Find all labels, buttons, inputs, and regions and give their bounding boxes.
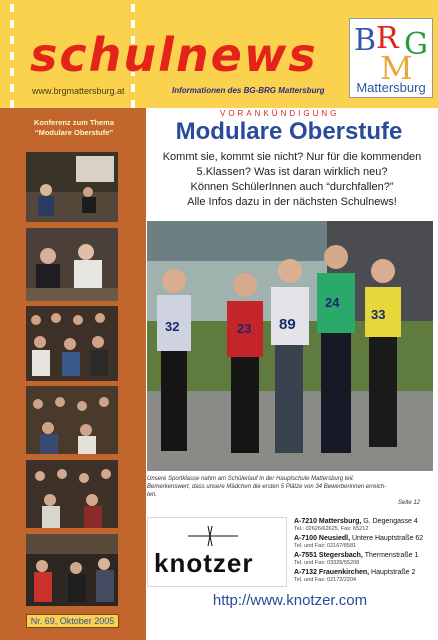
knotzer-logo [147,517,287,587]
photo-caption [147,475,433,499]
branch-item [294,534,434,550]
caption-line: Bemerkenswert, dass unsere Mädchen die ersten 5 Plätze von 34 Bewerberinnen erreich- [147,484,387,490]
branch-street: Thermenstraße 1 [364,552,419,559]
school-logo [349,18,433,98]
perforation-hole [10,100,14,108]
branch-city: A-7210 Mattersburg, [294,518,362,525]
perforation-hole [131,4,135,12]
brand-name: knotzer [154,548,254,578]
perforation-hole [10,52,14,60]
branch-street: G. Degengasse 4 [363,518,418,525]
perforation-hole [10,84,14,92]
logo-letter-g: G [404,27,428,62]
intro-line: Können SchülerInnen auch “durchfallen?” [190,181,394,193]
headline: Modulare Oberstufe [175,118,403,145]
conference-photo-1 [26,152,118,222]
branch-city: A-7100 Neusiedl, [294,535,351,542]
bib-number: 32 [165,319,180,334]
branch-city: A-7132 Frauenkirchen, [294,569,370,576]
branch-city: A-7551 Stegersbach, [294,552,363,559]
issue-number: Nr. 69, Oktober 2005 [26,614,119,628]
branch-item [294,551,434,567]
branch-list [294,517,434,585]
caption-line: Unsere Sportklasse nahm am Schülerlauf in der Hauptschule Mattersburg teil. [147,476,355,482]
bib-number: 33 [371,307,386,322]
logo-letter-b: B [354,23,377,58]
newsletter-title: schulnews [30,28,318,82]
caption-line: ten. [147,492,158,498]
branch-street: Hauptstraße 2 [371,569,416,576]
branch-item [294,517,434,533]
conference-photo-6 [26,534,118,606]
conference-photo-2 [26,228,118,301]
bib-number: 23 [237,321,252,336]
perforation-hole [131,84,135,92]
conference-photo-4 [26,386,118,454]
school-url[interactable]: www.brgmattersburg.at [32,86,125,96]
bib-number: 24 [325,295,340,310]
branch-phone: Tel. und Fax: 02167/8581 [294,543,357,549]
perforation-hole [10,20,14,28]
logo-town-name: Mattersburg [356,80,426,95]
perforation-hole [131,100,135,108]
sports-class-photo [147,221,433,471]
intro-text [150,150,434,210]
perforation-hole [10,36,14,44]
sidebar-heading: Konferenz zum Thema “Modulare Oberstufe” [33,118,114,137]
intro-line: 5.Klassen? Was ist daran wirklich neu? [196,166,388,178]
branch-phone: Tel. und Fax: 02172/2204 [294,577,357,583]
bib-number: 89 [279,316,296,333]
ad-website-link[interactable]: http://www.knotzer.com [212,592,368,609]
branch-phone: Tel. und Fax: 03326/55208 [294,560,360,566]
perforation-hole [131,20,135,28]
tagline: Informationen des BG-BRG Mattersburg [172,86,325,95]
page-reference: Seite 12 [398,500,421,506]
branch-street: Untere Hauptstraße 62 [351,535,424,542]
conference-photo-3 [26,306,118,381]
branch-phone: Tel.: 02626/62625, Fax: 65212 [294,526,369,532]
intro-line: Alle Infos dazu in der nächsten Schulnews! [187,196,397,208]
perforation-hole [10,4,14,12]
logo-letter-r: R [376,21,399,56]
intro-line: Kommt sie, kommt sie nicht? Nur für die kommenden [162,151,422,163]
branch-item [294,568,434,584]
kicker: VORANKÜNDIGUNG [220,109,340,118]
perforation-hole [10,68,14,76]
conference-photo-5 [26,460,118,528]
logo-letter-m: M [380,49,413,87]
